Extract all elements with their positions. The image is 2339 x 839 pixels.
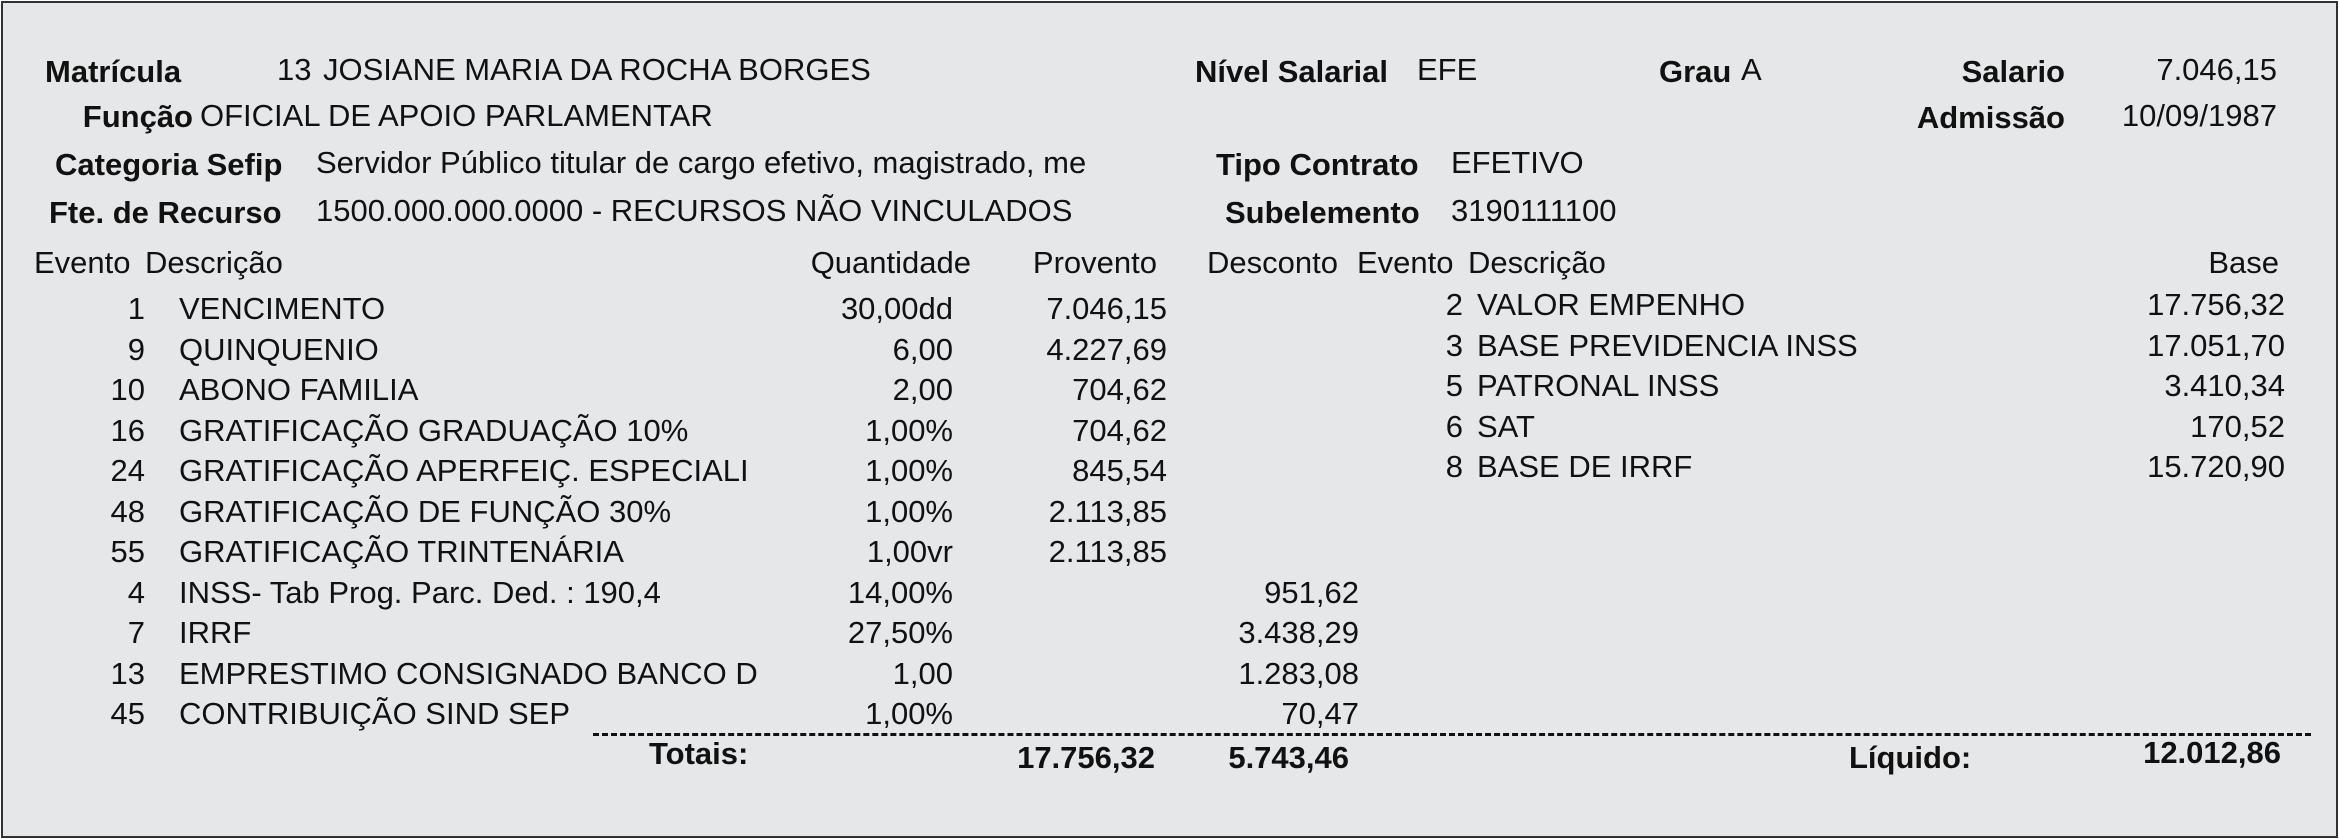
- event-quantity: 2,00: [892, 372, 953, 407]
- totals-label: Totais:: [649, 736, 749, 771]
- event-description: EMPRESTIMO CONSIGNADO BANCO D: [179, 656, 758, 691]
- event-quantity: 6,00: [892, 332, 953, 367]
- event-description: GRATIFICAÇÃO DE FUNÇÃO 30%: [179, 494, 672, 529]
- base-description: BASE PREVIDENCIA INSS: [1477, 328, 1858, 363]
- col-quantidade: Quantidade: [810, 245, 971, 280]
- event-description: QUINQUENIO: [179, 332, 379, 367]
- col-base: Base: [2208, 245, 2279, 280]
- base-code: 3: [1445, 328, 1463, 363]
- event-quantity: 30,00dd: [840, 291, 953, 326]
- event-provento: 2.113,85: [1048, 534, 1167, 569]
- tipo-contrato-value: EFETIVO: [1451, 145, 1584, 180]
- total-descontos: 5.743,46: [1228, 740, 1349, 775]
- funcao-value: OFICIAL DE APOIO PARLAMENTAR: [200, 98, 713, 133]
- admissao-label: Admissão: [1916, 100, 2065, 135]
- event-code: 13: [110, 656, 145, 691]
- event-quantity: 1,00%: [865, 494, 953, 529]
- fonte-recurso-value: 1500.000.000.0000 - RECURSOS NÃO VINCULADOS: [316, 193, 1073, 228]
- base-code: 6: [1445, 409, 1463, 444]
- base-description: PATRONAL INSS: [1477, 368, 1720, 403]
- base-description: VALOR EMPENHO: [1477, 287, 1746, 322]
- base-value: 17.756,32: [2147, 287, 2285, 322]
- event-desconto: 1.283,08: [1238, 656, 1359, 691]
- fonte-recurso-label: Fte. de Recurso: [49, 195, 282, 230]
- event-quantity: 1,00vr: [866, 534, 953, 569]
- event-provento: 704,62: [1072, 372, 1167, 407]
- base-code: 8: [1445, 449, 1463, 484]
- event-code: 7: [127, 615, 145, 650]
- subelemento-label: Subelemento: [1225, 195, 1420, 230]
- salario-value: 7.046,15: [2156, 52, 2277, 87]
- event-quantity: 1,00%: [865, 413, 953, 448]
- funcao-label: Função: [82, 99, 193, 134]
- col-descricao: Descrição: [145, 245, 283, 280]
- event-desconto: 951,62: [1264, 575, 1359, 610]
- base-description: BASE DE IRRF: [1477, 449, 1693, 484]
- event-description: VENCIMENTO: [179, 291, 386, 326]
- col-descricao-base: Descrição: [1468, 245, 1606, 280]
- event-quantity: 27,50%: [847, 615, 953, 650]
- nivel-salarial-value: EFE: [1417, 52, 1478, 87]
- event-code: 16: [110, 413, 145, 448]
- grau-label: Grau: [1659, 54, 1732, 89]
- categoria-sefip-value: Servidor Público titular de cargo efetivo, magistrado, me: [316, 145, 1087, 180]
- payslip: [1, 1, 2338, 838]
- event-description: CONTRIBUIÇÃO SIND SEP: [179, 696, 570, 731]
- totals-divider: [593, 733, 2311, 736]
- event-description: GRATIFICAÇÃO APERFEIÇ. ESPECIALI: [179, 453, 749, 488]
- admissao-value: 10/09/1987: [2121, 98, 2277, 133]
- event-quantity: 1,00%: [865, 453, 953, 488]
- event-provento: 4.227,69: [1046, 332, 1167, 367]
- event-provento: 704,62: [1072, 413, 1167, 448]
- base-value: 170,52: [2190, 409, 2285, 444]
- event-code: 4: [127, 575, 145, 610]
- event-description: GRATIFICAÇÃO GRADUAÇÃO 10%: [179, 413, 689, 448]
- base-value: 15.720,90: [2147, 449, 2285, 484]
- event-code: 1: [127, 291, 145, 326]
- salario-label: Salario: [1961, 54, 2065, 89]
- total-proventos: 17.756,32: [1017, 740, 1155, 775]
- matricula-number: 13: [277, 52, 312, 87]
- event-desconto: 70,47: [1281, 696, 1359, 731]
- event-provento: 2.113,85: [1048, 494, 1167, 529]
- col-provento: Provento: [1032, 245, 1157, 280]
- event-code: 24: [110, 453, 145, 488]
- grau-value: A: [1741, 52, 1762, 87]
- event-quantity: 1,00: [892, 656, 953, 691]
- base-value: 3.410,34: [2164, 368, 2285, 403]
- event-code: 55: [110, 534, 145, 569]
- base-code: 5: [1445, 368, 1463, 403]
- col-evento-base: Evento: [1357, 245, 1454, 280]
- subelemento-value: 3190111100: [1451, 193, 1617, 228]
- liquido-value: 12.012,86: [2143, 735, 2281, 770]
- event-code: 10: [110, 372, 145, 407]
- event-description: INSS- Tab Prog. Parc. Ded. : 190,4: [179, 575, 661, 610]
- event-description: ABONO FAMILIA: [179, 372, 419, 407]
- tipo-contrato-label: Tipo Contrato: [1216, 147, 1419, 182]
- event-provento: 7.046,15: [1046, 291, 1167, 326]
- event-code: 45: [110, 696, 145, 731]
- col-desconto: Desconto: [1207, 245, 1338, 280]
- liquido-label: Líquido:: [1849, 740, 1972, 775]
- event-quantity: 1,00%: [865, 696, 953, 731]
- event-quantity: 14,00%: [847, 575, 953, 610]
- categoria-sefip-label: Categoria Sefip: [55, 147, 283, 182]
- base-code: 2: [1445, 287, 1463, 322]
- event-code: 9: [127, 332, 145, 367]
- employee-name: JOSIANE MARIA DA ROCHA BORGES: [323, 52, 871, 87]
- event-description: GRATIFICAÇÃO TRINTENÁRIA: [179, 534, 624, 569]
- col-evento: Evento: [34, 245, 131, 280]
- base-description: SAT: [1477, 409, 1535, 444]
- event-provento: 845,54: [1072, 453, 1167, 488]
- base-value: 17.051,70: [2147, 328, 2285, 363]
- matricula-label: Matrícula: [45, 54, 182, 89]
- event-desconto: 3.438,29: [1238, 615, 1359, 650]
- nivel-salarial-label: Nível Salarial: [1195, 54, 1389, 89]
- event-description: IRRF: [179, 615, 252, 650]
- event-code: 48: [110, 494, 145, 529]
